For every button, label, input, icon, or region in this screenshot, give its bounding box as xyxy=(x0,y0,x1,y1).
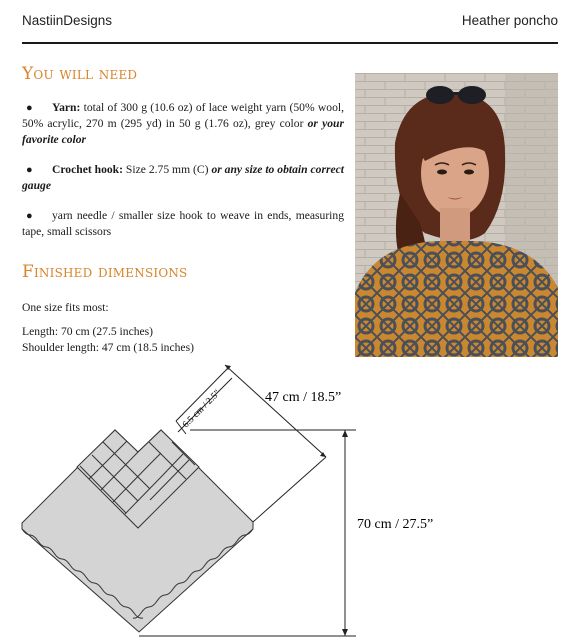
bullet-icon: ● xyxy=(26,210,33,222)
length-dim-label: 70 cm / 27.5” xyxy=(357,517,434,532)
header-divider xyxy=(22,42,558,44)
section-title-finished-dimensions: Finished dimensions xyxy=(22,262,188,282)
list-item xyxy=(22,208,344,240)
model-photo xyxy=(355,73,558,357)
pattern-title: Heather poncho xyxy=(461,13,558,28)
shoulder-spec: Shoulder length: 47 cm (18.5 inches) xyxy=(22,341,194,354)
item-note: or any size to obtain correct gauge xyxy=(22,163,344,192)
list-item xyxy=(22,162,344,194)
brand-name: NastiinDesigns xyxy=(22,13,113,28)
item-text: Size 2.75 mm (C) xyxy=(123,163,212,176)
shoulder-dim-line xyxy=(225,365,326,457)
item-text: yarn needle / smaller size hook to weave in ends, measuring tape, small scissors xyxy=(22,209,344,238)
bullet-icon: ● xyxy=(26,164,33,176)
materials-list xyxy=(22,100,344,254)
poncho-schematic xyxy=(0,355,570,640)
shoulder-ext-line xyxy=(253,457,326,522)
item-text: total of 300 g (10.6 oz) of lace weight yarn (50% wool, 50% acrylic, 270 m (295 yd) in 50 g (1.76 oz), grey color xyxy=(22,101,344,130)
neck-dim-label: 6.5 cm / 2.5" xyxy=(181,388,223,431)
item-label: Crochet hook: xyxy=(52,163,123,176)
item-label: Yarn: xyxy=(52,101,81,114)
item-note: or your favorite color xyxy=(22,117,344,146)
length-spec: Length: 70 cm (27.5 inches) xyxy=(22,325,154,338)
section-title-you-will-need: You will need xyxy=(22,64,138,84)
shoulder-dim-label: 47 cm / 18.5” xyxy=(265,390,342,405)
list-item xyxy=(22,100,344,148)
bullet-icon: ● xyxy=(26,102,33,114)
size-note: One size fits most: xyxy=(22,301,109,314)
